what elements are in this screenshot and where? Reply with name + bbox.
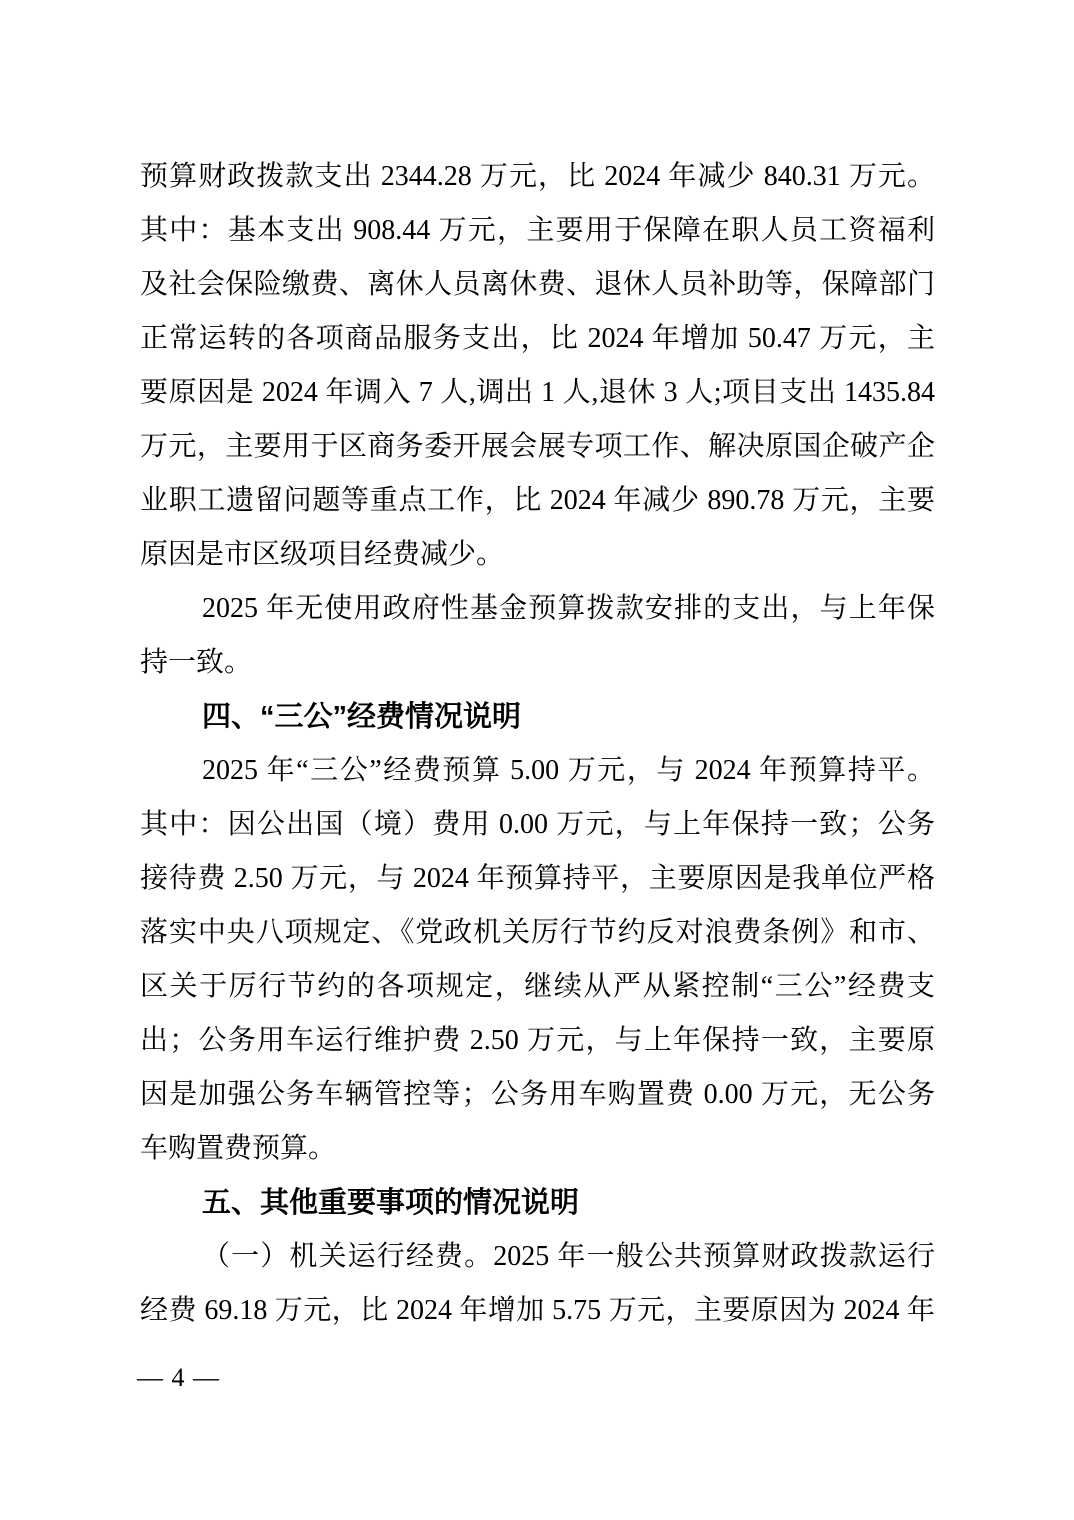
section-heading: 四、“三公”经费情况说明 (202, 701, 522, 733)
text-line: 经费 69.18 万元，比 2024 年增加 5.75 万元，主要原因为 2024 年 (140, 1295, 935, 1326)
text-line: 2025 年“三公”经费预算 5.00 万元，与 2024 年预算持平。 (202, 755, 935, 786)
text-line: 要原因是 2024 年调入 7 人,调出 1 人,退休 3 人;项目支出 1435.84 (140, 377, 935, 408)
text-line: 出；公务用车运行维护费 2.50 万元，与上年保持一致，主要原 (140, 1025, 935, 1056)
text-line: 及社会保险缴费、离休人员离休费、退休人员补助等，保障部门 (140, 269, 935, 300)
text-line: 车购置费预算。 (140, 1133, 337, 1164)
text-line: 万元，主要用于区商务委开展会展专项工作、解决原国企破产企 (140, 431, 935, 462)
document-body (140, 150, 935, 1338)
text-line: （一）机关运行经费。2025 年一般公共预算财政拨款运行 (202, 1241, 935, 1272)
text-line: 落实中央八项规定、《党政机关厉行节约反对浪费条例》和市、 (140, 917, 935, 948)
text-line: 接待费 2.50 万元，与 2024 年预算持平，主要原因是我单位严格 (140, 863, 935, 894)
text-line: 其中：基本支出 908.44 万元，主要用于保障在职人员工资福利 (140, 215, 935, 246)
text-line: 业职工遗留问题等重点工作，比 2024 年减少 890.78 万元，主要 (140, 485, 935, 516)
text-line: 原因是市区级项目经费减少。 (140, 539, 505, 570)
text-line: 其中：因公出国（境）费用 0.00 万元，与上年保持一致；公务 (140, 809, 935, 840)
text-line: 区关于厉行节约的各项规定，继续从严从紧控制“三公”经费支 (140, 971, 935, 1002)
text-line: 持一致。 (140, 647, 253, 678)
text-line: 因是加强公务车辆管控等；公务用车购置费 0.00 万元，无公务 (140, 1079, 935, 1110)
page-number: — 4 — (137, 1363, 220, 1392)
text-line: 正常运转的各项商品服务支出，比 2024 年增加 50.47 万元，主 (140, 323, 935, 354)
section-heading: 五、其他重要事项的情况说明 (202, 1187, 580, 1219)
text-line: 预算财政拨款支出 2344.28 万元，比 2024 年减少 840.31 万元。 (140, 161, 935, 192)
text-line: 2025 年无使用政府性基金预算拨款安排的支出，与上年保 (202, 593, 935, 624)
